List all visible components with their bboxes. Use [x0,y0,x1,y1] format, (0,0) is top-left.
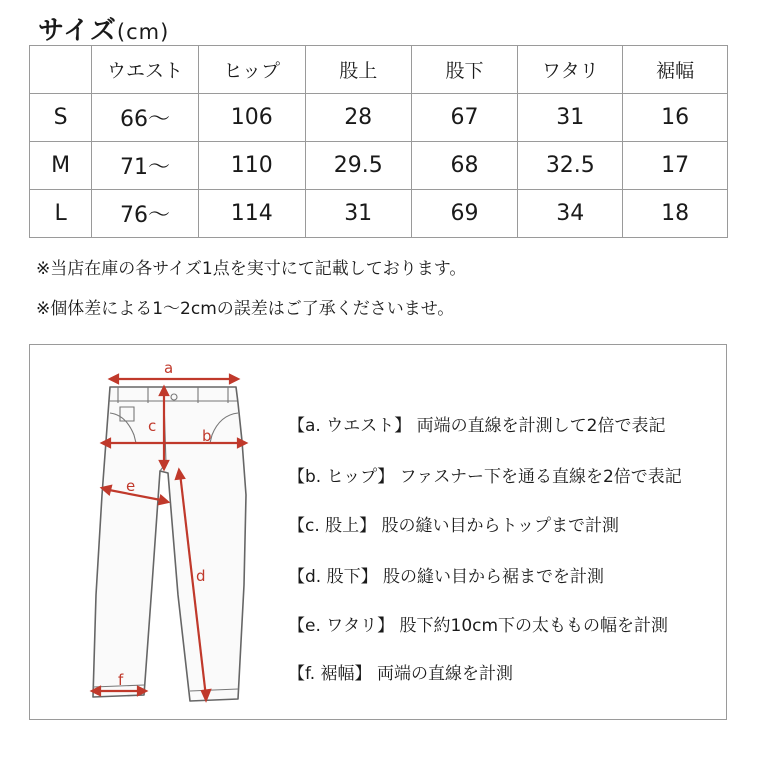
table-row [30,190,728,238]
table-cell: 31 [518,94,623,142]
table-cell: 28 [305,94,411,142]
table-cell: 29.5 [305,142,411,190]
measurement-diagram [29,344,727,720]
table-header-cell: ヒップ [198,46,305,94]
table-cell: 67 [411,94,518,142]
table-cell: 31 [305,190,411,238]
table-cell: 16 [623,94,728,142]
note-tolerance: ※個体差による1～2cmの誤差はご了承くださいませ。 [36,299,455,319]
legend-thigh: 【e. ワタリ】 股下約10cm下の太ももの幅を計測 [288,616,669,636]
table-cell: 76～ [92,190,199,238]
table-cell: 32.5 [518,142,623,190]
pants-illustration [60,345,260,719]
table-cell: 68 [411,142,518,190]
size-table [29,45,728,238]
table-cell: 18 [623,190,728,238]
label-d: d [196,567,206,585]
arrowhead-b-left [102,439,110,447]
legend-inseam: 【d. 股下】 股の縫い目から裾までを計測 [288,567,605,587]
table-cell: S [30,94,92,142]
label-b: b [202,427,212,445]
arrowhead-e-right [159,496,168,504]
table-cell: 34 [518,190,623,238]
table-header-cell: 裾幅 [623,46,728,94]
table-cell: M [30,142,92,190]
table-header-cell [30,46,92,94]
table-header-cell: ウエスト [92,46,199,94]
arrowhead-a-right [230,375,238,383]
title-unit: (cm) [116,20,170,44]
table-cell: 71～ [92,142,199,190]
table-cell: 106 [198,94,305,142]
legend-waist: 【a. ウエスト】 両端の直線を計測して2倍で表記 [288,416,666,436]
arrowhead-b-right [238,439,246,447]
table-header-cell: 股上 [305,46,411,94]
table-cell: 114 [198,190,305,238]
arrowhead-a-left [110,375,118,383]
page-title [38,10,169,47]
table-row [30,94,728,142]
table-cell: 66～ [92,94,199,142]
legend-rise: 【c. 股上】 股の縫い目からトップまで計測 [288,516,620,536]
table-row [30,142,728,190]
legend-hem: 【f. 裾幅】 両端の直線を計測 [288,664,513,684]
label-a: a [164,359,174,377]
label-c: c [148,417,157,435]
note-measurement: ※当店在庫の各サイズ1点を実寸にて記載しております。 [36,259,467,279]
table-header-cell: ワタリ [518,46,623,94]
table-header-row [30,46,728,94]
table-cell: 110 [198,142,305,190]
label-e: e [126,477,136,495]
title-text: サイズ [38,16,117,46]
table-cell: L [30,190,92,238]
legend-hip: 【b. ヒップ】 ファスナー下を通る直線を2倍で表記 [288,467,682,487]
table-header-cell: 股下 [411,46,518,94]
label-f: f [118,671,124,689]
table-cell: 17 [623,142,728,190]
pants-outline [93,387,246,701]
table-cell: 69 [411,190,518,238]
